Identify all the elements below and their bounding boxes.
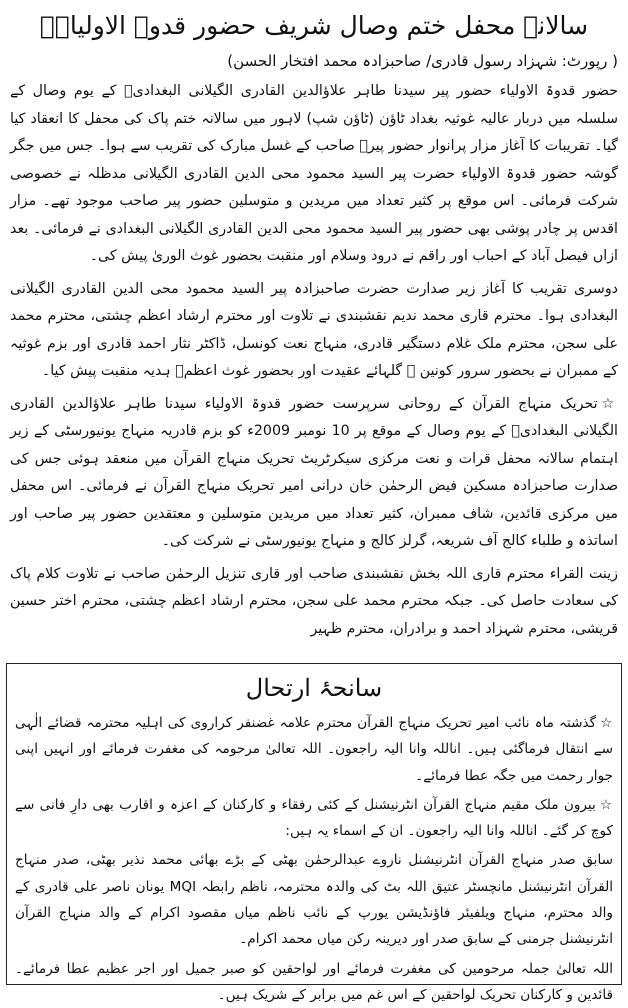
- article-paragraph-3: ☆ تحریک منہاج القرآن کے روحانی سرپرست حضور قدوۃ الاولیاء سیدنا طاہر علاؤالدین القادری الگیلانی البغدادیؒ کے یوم وصال کے موقع پر 10 نومبر 2009ء کو بزم قادریہ منہاج یونیورسٹی کے زیر اہتمام سالانہ محفل قرات و نعت مرکزی سیکرٹریٹ تحریک منہاج القرآن میں منعقد ہوئی جس کی صدارت صاحبزادہ مسکین فیض الرحمٰن خان درانی امیر تحریک منہاج القرآن نے فرمائی۔ اس محفل میں مرکزی قائدین، شاف ممبران، کثیر تعداد میں مریدین متوسلین و معتقدین حضور پیر صاحب اور اساتذہ و طلباء کالج آف شریعہ، گرلز کالج و منہاج یونیورسٹی نے شرکت کی۔: [10, 391, 618, 556]
- article-byline: ( رپورٹ: شہزاد رسول قادری/ صاحبزادہ محمد افتخار الحسن): [227, 52, 618, 70]
- article-paragraph-4: زینت القراء محترم قاری اللہ بخش نقشبندی صاحب اور قاری تنزیل الرحمٰن صاحب نے تلاوت کلام پاک کی سعادت حاصل کی۔ جبکہ محترم محمد علی سجن، محترم ارشاد اعظم چشتی، محترم اختر حسین قریشی، محترم شہزاد احمد و برادران، محترم ظہیر: [10, 565, 618, 637]
- obituary-box: [6, 663, 622, 1003]
- obituary-paragraph-4: اللہ تعالیٰ جملہ مرحومین کی مغفرت فرمائے اور لواحقین کو صبر جمیل اور اجر عظیم عطا فرمائے۔ قائدین و کارکنان تحریک لواحقین کے اس غم میں برابر کے شریک ہیں۔: [15, 960, 613, 1003]
- obituary-paragraph-3: سابق صدر منہاج القرآن انٹرنیشنل ناروے عبدالرحمٰن بھٹی کے بڑے بھائی محمد نذیر بھٹی، صدر منہاج القرآن انٹرنیشنل مانچسٹر عتیق اللہ بٹ کی والدہ محترمہ، ناظم رابطہ MQI یونان ناصر علی قادری کے والد محترم، منہاج ویلفیئر فاؤنڈیشن یورپ کے نائب ناظم میاں مقصود اکرام کے والد منہاج القرآن انٹرنیشنل جرمنی کے سابق صدر اور دیرینہ رکن میاں محمد اکرام۔: [15, 852, 613, 948]
- article-paragraph-1: حضور قدوۃ الاولیاء حضور پیر سیدنا طاہر علاؤالدین القادری الگیلانی البغدادیؒ کے یوم وصال کے سلسلہ میں دربار عالیہ غوثیہ بغداد ٹاؤن (ٹاؤن شپ) لاہور میں سالانہ ختم پاک کی محفل کا انعقاد کیا گیا۔ تقریبات کا آغاز مزار پرانوار حضور پیرؒ صاحب کے غسل مبارک کی تقریب سے ہوا۔ جس میں جگر گوشہ حضور قدوۃ الاولیاء حضرت پیر السید محمود محی الدین القادری الگیلانی مدظلہ نے خصوصی شرکت فرمائی۔ اس موقع پر کثیر تعداد میں مریدین و متوسلین حضور پیر صاحب موجود تھے۔ مزار اقدس پر چادر پوشی بھی حضور پیر السید محمود محی الدین القادری الگیلانی البغدادی نے فرمائی۔ بعد ازاں فیصل آباد کے احباب اور راقم نے درود وسلام اور منقبت بحضور غوث الوریٰ پیش کی۔: [10, 83, 618, 264]
- obituary-title: سانحۂ ارتحال: [245, 674, 383, 702]
- article-title: سالانہ محفل ختم وصال شریف حضور قدوۃ الاولیاءؒ: [39, 11, 589, 40]
- article-paragraph-2: دوسری تقریب کا آغاز زیر صدارت حضرت صاحبزادہ پیر السید محمود محی الدین القادری الگیلانی البغدادی ہوا۔ محترم قاری محمد ندیم نقشبندی نے تلاوت اور محترم ارشاد اعظم چشتی، محترم محمد علی سجن، محترم ملک غلام دستگیر قادری، منہاج نعت کونسل، ڈاکٹر نثار احمد قادری اور بزم غوثیہ کے ممبران نے بحضور سرور کونین ﷺ گلہائے عقیدت اور بحضور غوث اعظمؓ ہدیہ منقبت پیش کیا۔: [10, 280, 618, 379]
- obituary-paragraph-2: ☆ بیرون ملک مقیم منہاج القرآن انٹرنیشنل کے کئی رفقاء و کارکنان کے اعزہ و اقارب بھی دارِ فانی سے کوچ کر گئے۔ اناللہ وانا الیہ راجعون۔ ان کے اسماء یہ ہیں:: [15, 792, 613, 845]
- obituary-paragraph-1: ☆ گذشتہ ماہ نائب امیر تحریک منہاج القرآن محترم علامہ غضنفر کراروی کی اہلیہ محترمہ قضائے الٰہی سے انتقال فرماگئی ہیں۔ اناللہ وانا الیہ راجعون۔ اللہ تعالیٰ مرحومہ کی مغفرت فرمائے اور انہیں اپنی جوار رحمت میں جگہ عطا فرمائے۔: [15, 710, 613, 789]
